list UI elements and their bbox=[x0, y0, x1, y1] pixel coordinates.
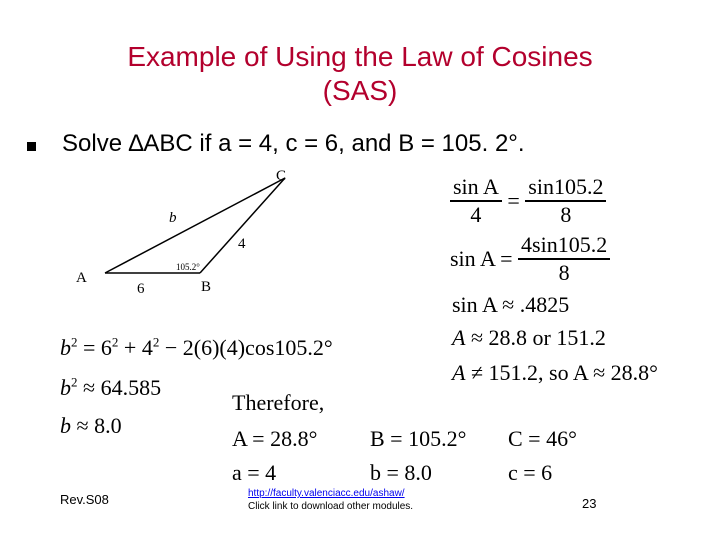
rhs-denominator: 8 bbox=[560, 202, 572, 227]
angle-candidates-line: A ≈ 28.8 or 151.2 bbox=[452, 325, 606, 350]
sine-ratio-equation bbox=[450, 174, 606, 228]
side-c-label: 6 bbox=[137, 281, 145, 297]
triangle-diagram bbox=[60, 165, 320, 305]
candidates-lhs: A bbox=[452, 325, 466, 350]
cos-line3-rhs: 8.0 bbox=[94, 413, 122, 438]
result-side-b: b = 8.0 bbox=[370, 460, 432, 485]
angle-reject-line: A ≠ 151.2, so A ≈ 28.8° bbox=[452, 360, 658, 385]
result-angle-a: A = 28.8° bbox=[232, 426, 318, 451]
solve-lhs: sin A = bbox=[450, 246, 513, 271]
angle-b-label: 105.2° bbox=[176, 262, 200, 272]
approx-lhs: sin A bbox=[452, 292, 497, 317]
vertex-c-label: C bbox=[276, 168, 287, 184]
bullet-square-icon bbox=[27, 142, 36, 151]
reject-result: 28.8° bbox=[610, 360, 658, 385]
problem-statement: Solve ∆ABC if a = 4, c = 6, and B = 105. 2°. bbox=[62, 130, 525, 157]
revision-label: Rev.S08 bbox=[60, 492, 109, 507]
sine-approx-line: sin A ≈ .4825 bbox=[452, 292, 570, 317]
result-side-a: a = 4 bbox=[232, 460, 277, 485]
link-note: Click link to download other modules. bbox=[248, 501, 414, 512]
lhs-fraction bbox=[450, 174, 502, 228]
therefore-heading: Therefore, bbox=[232, 390, 325, 415]
vertex-b-label: B bbox=[201, 279, 212, 295]
cosine-result-line: b ≈ 8.0 bbox=[60, 413, 122, 438]
cos-line1-rhs: = 6 bbox=[83, 335, 112, 360]
slide-title bbox=[0, 40, 720, 108]
solve-denominator: 8 bbox=[558, 260, 570, 285]
solve-numerator: 4sin105.2 bbox=[518, 232, 610, 260]
slide-title-line2: (SAS) bbox=[322, 75, 398, 106]
cos-line1-mid: + 4 bbox=[123, 335, 153, 360]
side-a-line bbox=[200, 178, 285, 273]
approx-rhs: .4825 bbox=[519, 292, 570, 317]
solve-fraction bbox=[518, 232, 610, 286]
slide-title-line1: Example of Using the Law of Cosines bbox=[127, 41, 593, 72]
reject-rhs: 151.2, so A bbox=[488, 360, 588, 385]
vertex-a-label: A bbox=[76, 270, 87, 286]
lhs-numerator: sin A bbox=[450, 174, 502, 202]
cos-line2-lhs: b bbox=[60, 375, 71, 400]
result-angle-b: B = 105.2° bbox=[370, 426, 467, 451]
side-b-line bbox=[105, 178, 285, 273]
sine-solve-equation bbox=[450, 232, 610, 286]
result-side-c: c = 6 bbox=[508, 460, 553, 485]
side-a-label: 4 bbox=[238, 236, 246, 252]
cosine-law-line: $b^2 = 6^2 + 4^2 - 2(6)(4)\cos 105.2^\circ$ bbox=[60, 334, 333, 360]
rhs-fraction bbox=[525, 174, 606, 228]
faculty-link[interactable]: http://faculty.valenciacc.edu/ashaw/ bbox=[248, 488, 405, 499]
page-number: 23 bbox=[582, 496, 597, 511]
result-angle-c: C = 46° bbox=[508, 426, 577, 451]
equals-sign: = bbox=[507, 188, 520, 213]
reject-lhs: A bbox=[452, 360, 466, 385]
side-b-label: b bbox=[169, 210, 177, 226]
lhs-denominator: 4 bbox=[470, 202, 482, 227]
rhs-numerator: sin105.2 bbox=[525, 174, 606, 202]
cos-line1-end: − 2(6)(4)cos105.2° bbox=[164, 335, 333, 360]
candidates-rhs: 28.8 or 151.2 bbox=[488, 325, 606, 350]
cos-line1-lhs: b bbox=[60, 335, 71, 360]
cos-line2-rhs: 64.585 bbox=[100, 375, 162, 400]
cosine-value-line: $b^2 \approx 64.585$ bbox=[60, 374, 162, 400]
cos-line3-lhs: b bbox=[60, 413, 71, 438]
